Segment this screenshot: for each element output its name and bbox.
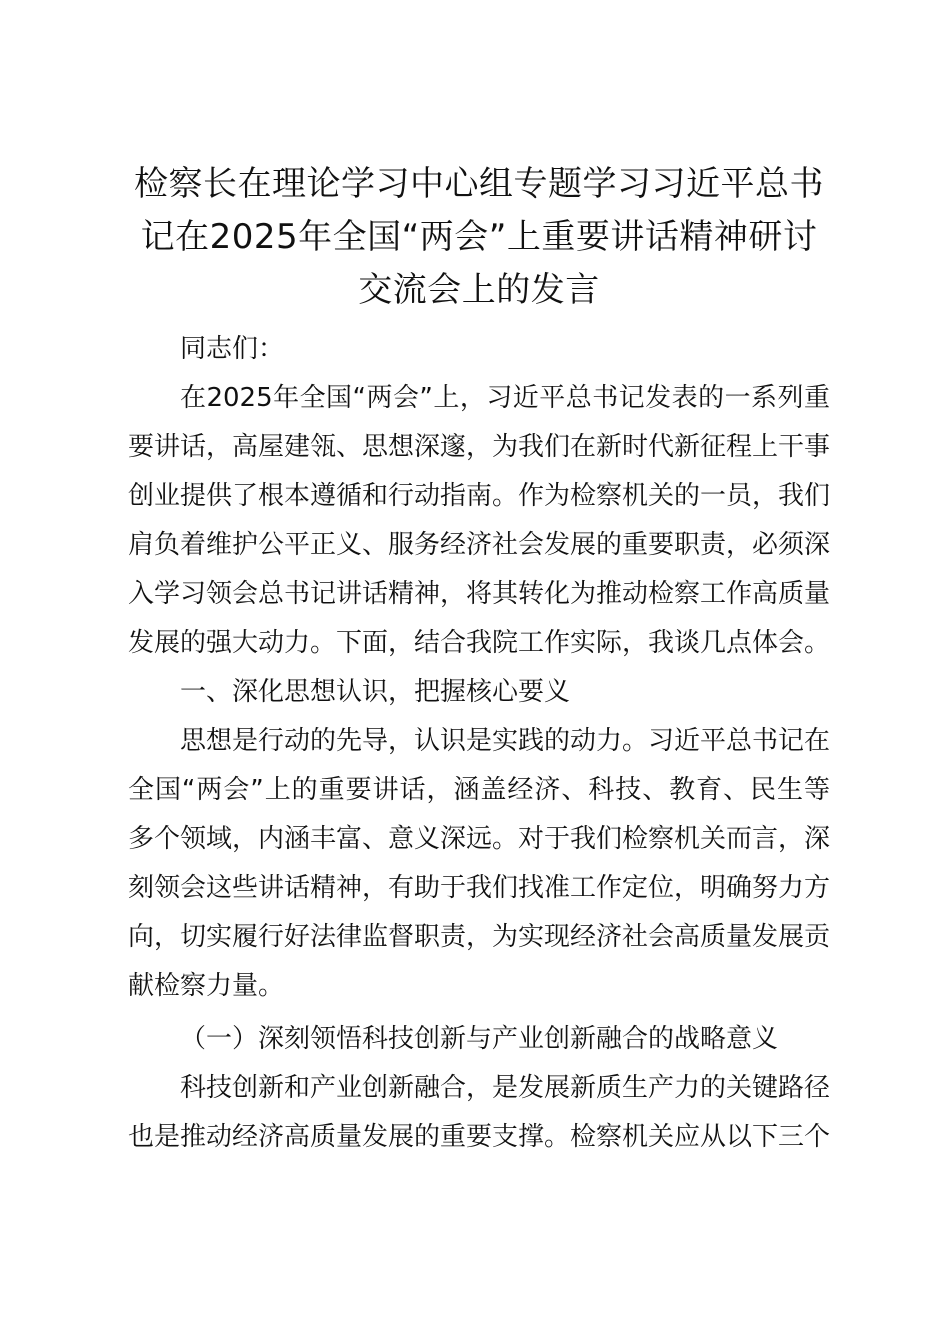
section-paragraph-1: 思想是行动的先导，认识是实践的动力。习近平总书记在全国“两会”上的重要讲话，涵盖经济、科技、教育、民生等多个领域，内涵丰富、意义深远。对于我们检察机关而言，深刻领会这些讲话精神，有助于我们找准工作定位，明确努力方向，切实履行好法律监督职责，为实现经济社会高质量发展贡献检察力量。 — [128, 726, 831, 1001]
subsection-heading-1: （一）深刻领悟科技创新与产业创新融合的战略意义 — [180, 1024, 779, 1054]
intro-paragraph: 在2025年全国“两会”上，习近平总书记发表的一系列重要讲话，高屋建瓴、思想深邃，为我们在新时代新征程上干事创业提供了根本遵循和行动指南。作为检察机关的一员，我们肩负着维护公平正义、服务经济社会发展的重要职责，必须深入学习领会总书记讲话精神，将其转化为推动检察工作高质量发展的强大动力。下面，结合我院工作实际，我谈几点体会。 — [128, 383, 831, 658]
section-heading-1: 一、深化思想认识，把握核心要义 — [180, 677, 571, 707]
subsection-paragraph-1: 科技创新和产业创新融合，是发展新质生产力的关键路径也是推动经济高质量发展的重要支撑。检察机关应从以下三个 — [128, 1073, 831, 1152]
document-title: 检察长在理论学习中心组专题学习习近平总书记在2025年全国“两会”上重要讲话精神研讨交流会上的发言 — [134, 164, 824, 310]
greeting: 同志们： — [180, 334, 285, 364]
document-content — [128, 158, 830, 1162]
